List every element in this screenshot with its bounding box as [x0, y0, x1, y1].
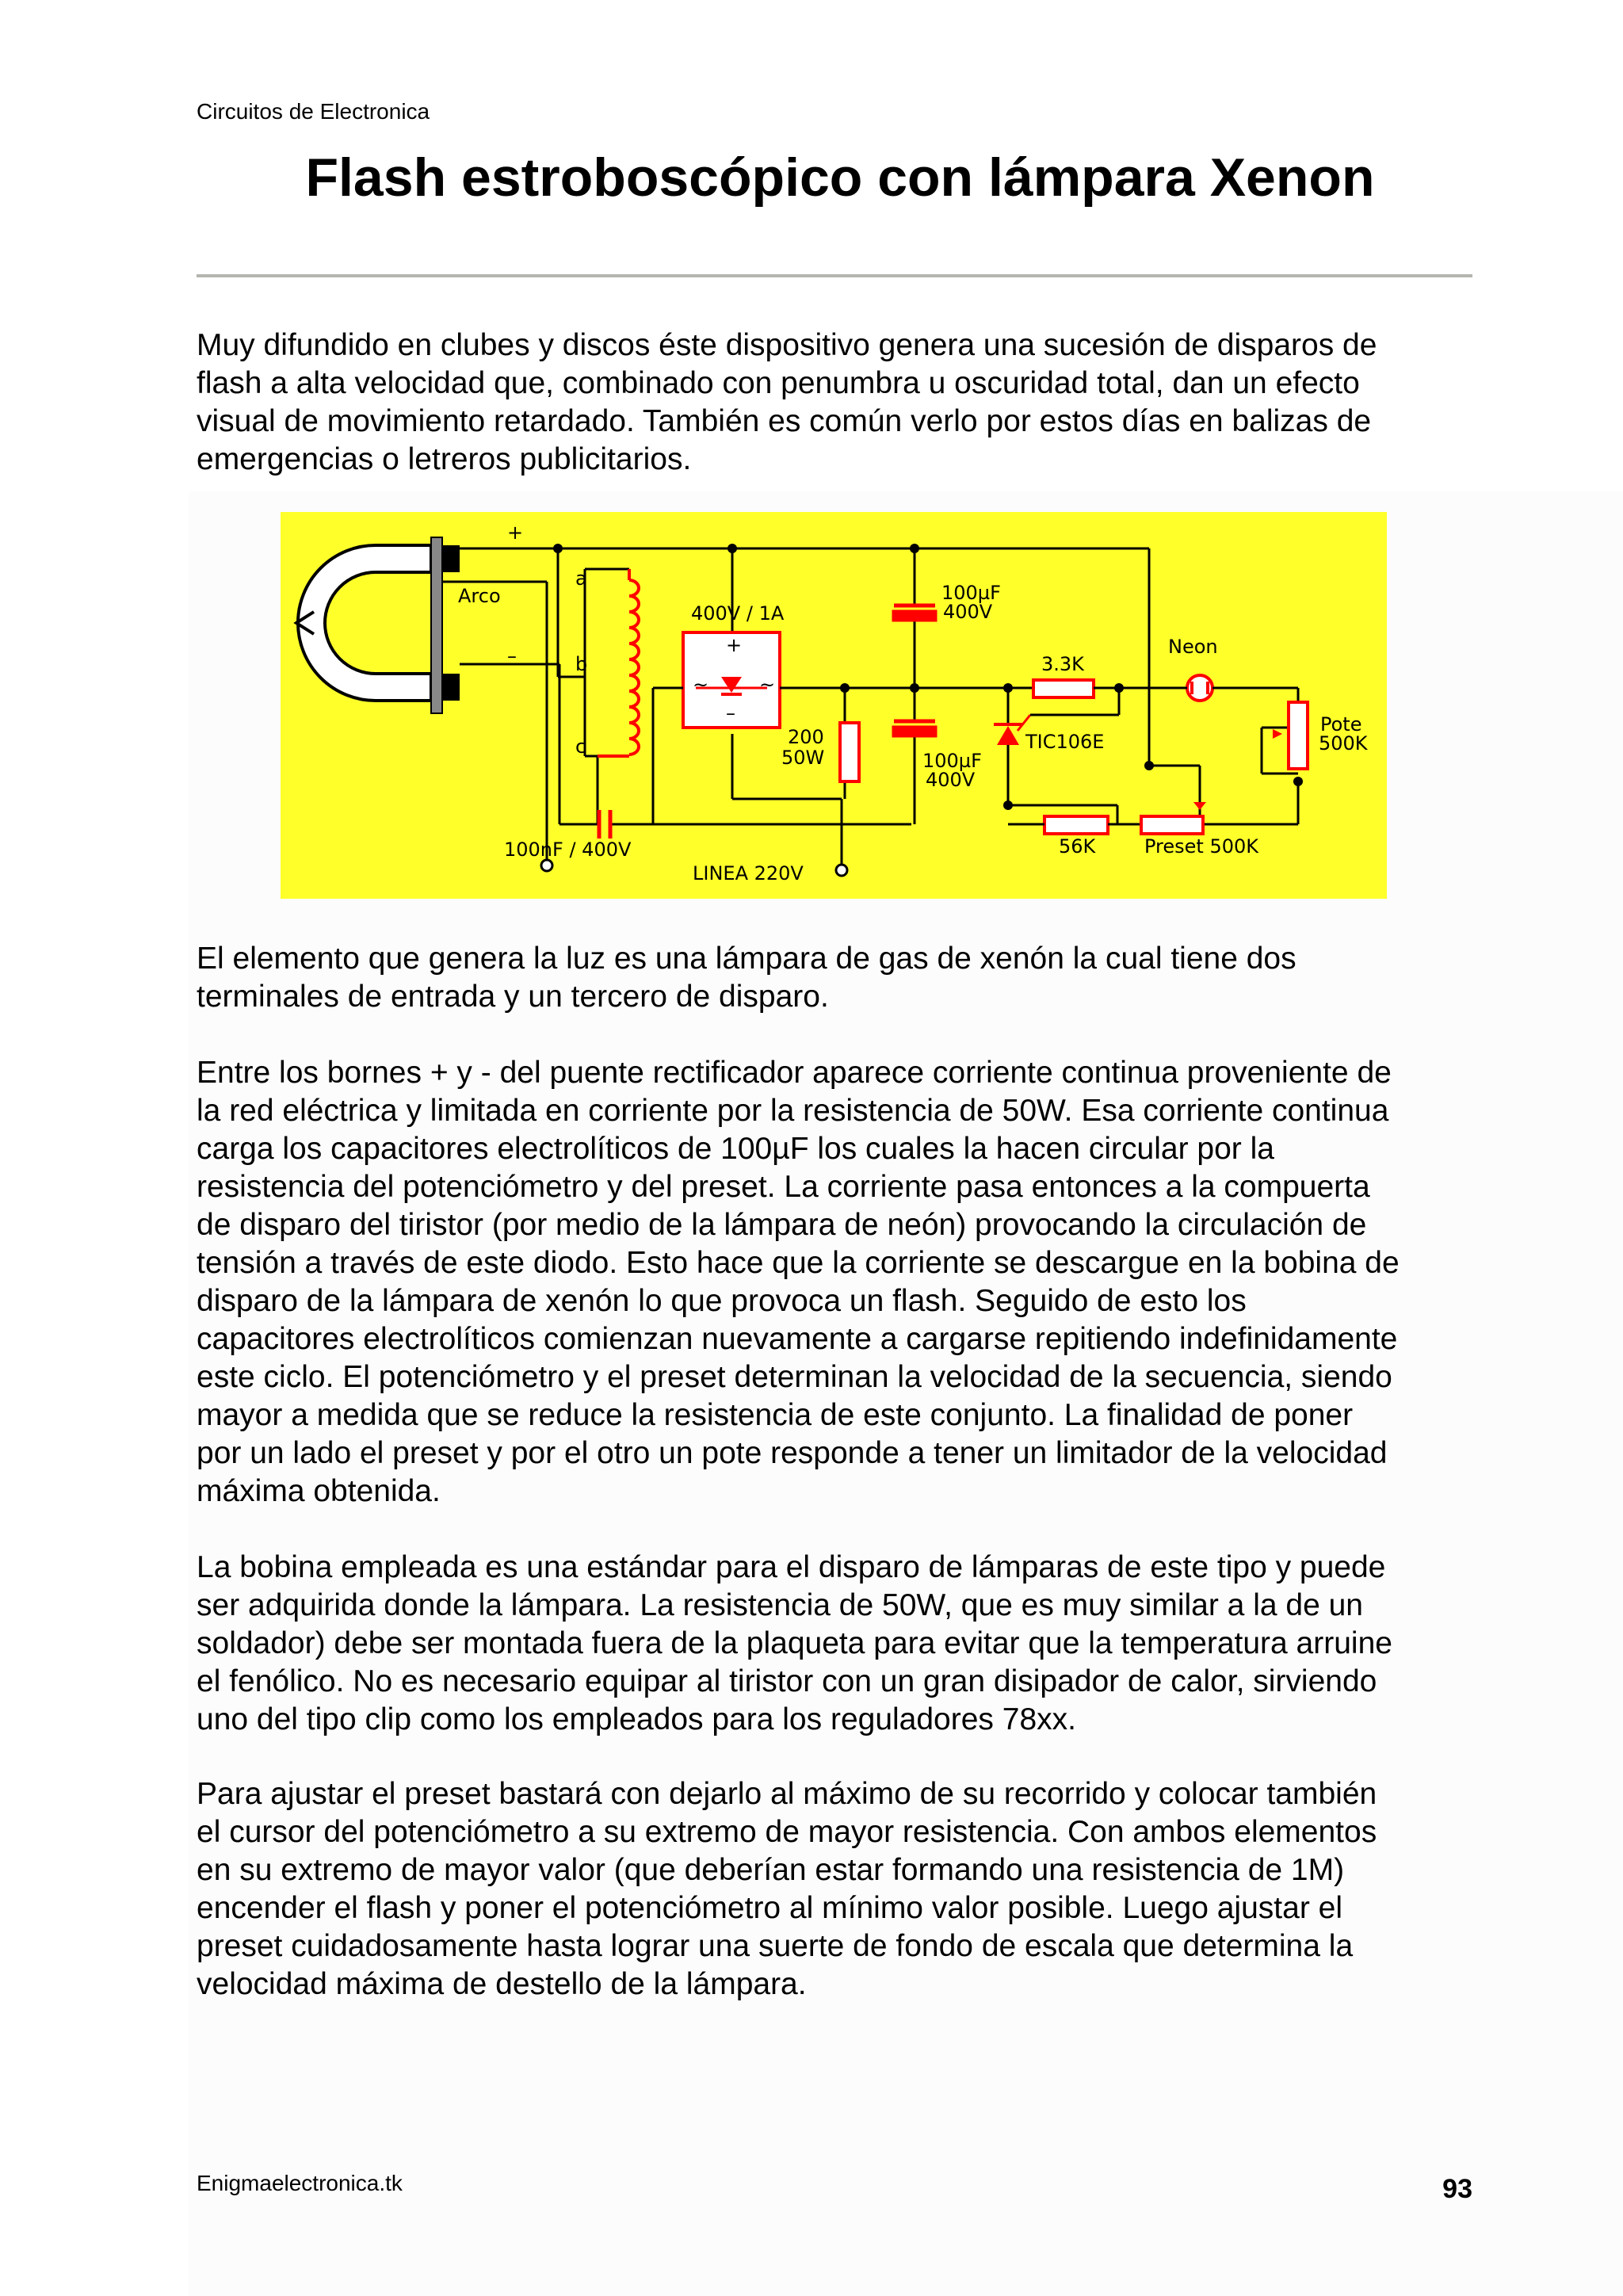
paragraph-operation: Entre los bornes + y - del puente rectificador aparece corriente continua proveniente de la red eléctrica y limitada en corriente por la resistencia de 50W. Esa corriente continua carga los capacitores electrolíticos de 100µF los cuales la hacen circular por la resistencia del potenciómetro y del preset. La corriente pasa entonces a la compuerta de disparo del tiristor (por medio de la lámpara de neón) provocando la circulación de tensión a través de este diodo. Esto hace que la corriente se descargue en la bobina de disparo de la lámpara de xenón lo que provoca un flash. Seguido de esto los capacitores electrolíticos comienzan nuevamente a cargarse repitiendo indefinidamente este ciclo. El potenciómetro y el preset determinan la velocidad de la secuencia, siendo mayor a medida que se reduce la resistencia de este conjunto. La finalidad de poner por un lado el preset y por el otro un pote responde a tener un limitador de la velocidad máxima obtenida.	[197, 1056, 1400, 1508]
label-cap-bottom-2: 400V	[926, 769, 976, 791]
label-arco: Arco	[458, 585, 501, 607]
label-tap-b: b	[575, 653, 588, 675]
label-thyristor: TIC106E	[1025, 731, 1105, 753]
label-cap-top-1: 100µF	[941, 582, 1001, 604]
label-bridge-minus: –	[726, 702, 735, 724]
paragraph-components: La bobina empleada es una estándar para el disparo de lámparas de este tipo y puede ser adquirida donde la lámpara. La resistencia de 50W, que es muy similar a la de un soldador) debe ser montada fuera de la plaqueta para evitar que la temperatura arruine el fenólico. No es necesario equipar al tiristor con un gran disipador de calor, sirviendo uno del tipo clip como los empleados para los reguladores 78xx.	[197, 1550, 1392, 1736]
page-title: Flash estroboscópico con lámpara Xenon	[305, 147, 1375, 208]
label-plus: +	[507, 521, 524, 544]
title-divider	[197, 274, 1472, 277]
resistor-56k-icon	[1044, 816, 1108, 834]
paragraph-adjustment: Para ajustar el preset bastará con dejarlo al máximo de su recorrido y colocar también el cursor del potenciómetro a su extremo de mayor resistencia. Con ambos elementos en su extremo de mayor valor (que deberían estar formando una resistencia de 1M) encender el flash y poner el potenciómetro al mínimo valor posible. Luego ajustar el preset cuidadosamente hasta lograr una suerte de fondo de escala que determina la velocidad máxima de destello de la lámpara.	[197, 1777, 1377, 2001]
paragraph-intro: Muy difundido en clubes y discos éste dispositivo genera una sucesión de disparos de flash a alta velocidad que, combinado con penumbra u oscuridad total, dan un efecto visual de movimiento retardado. También es común verlo por estos días en balizas de emergencias o letreros publicitarios.	[197, 328, 1377, 476]
label-pote-2: 500K	[1319, 732, 1368, 755]
label-preset: Preset 500K	[1144, 835, 1259, 858]
label-bridge-ac-right: ~	[759, 674, 776, 696]
footer-site: Enigmaelectronica.tk	[197, 2171, 403, 2195]
label-minus: –	[507, 645, 517, 667]
label-neon: Neon	[1168, 636, 1218, 658]
label-cap-bottom-1: 100µF	[922, 750, 982, 772]
resistor-200-icon	[840, 723, 859, 781]
paragraph-lamp: El elemento que genera la luz es una lámpara de gas de xenón la cual tiene dos terminales de entrada y un tercero de disparo.	[197, 942, 1296, 1014]
label-bridge-ac-left: ~	[693, 674, 709, 696]
page-number: 93	[1442, 2174, 1472, 2204]
label-tap-a: a	[575, 567, 587, 590]
section-header: Circuitos de Electronica	[197, 99, 430, 124]
label-linea: LINEA 220V	[693, 862, 804, 884]
label-cap-top-2: 400V	[943, 601, 993, 623]
label-res-56k: 56K	[1059, 835, 1096, 858]
label-bridge: 400V / 1A	[691, 602, 785, 625]
label-cap-100nf: 100nF / 400V	[504, 839, 632, 861]
label-res-200-1: 200	[788, 726, 824, 748]
label-pote-1: Pote	[1320, 713, 1362, 735]
label-tap-c: c	[575, 735, 586, 758]
circuit-diagram	[281, 512, 1387, 899]
label-res-3k3: 3.3K	[1041, 653, 1084, 675]
label-res-200-2: 50W	[781, 747, 825, 769]
resistor-3k3-icon	[1033, 680, 1094, 697]
label-bridge-plus: +	[726, 634, 743, 656]
